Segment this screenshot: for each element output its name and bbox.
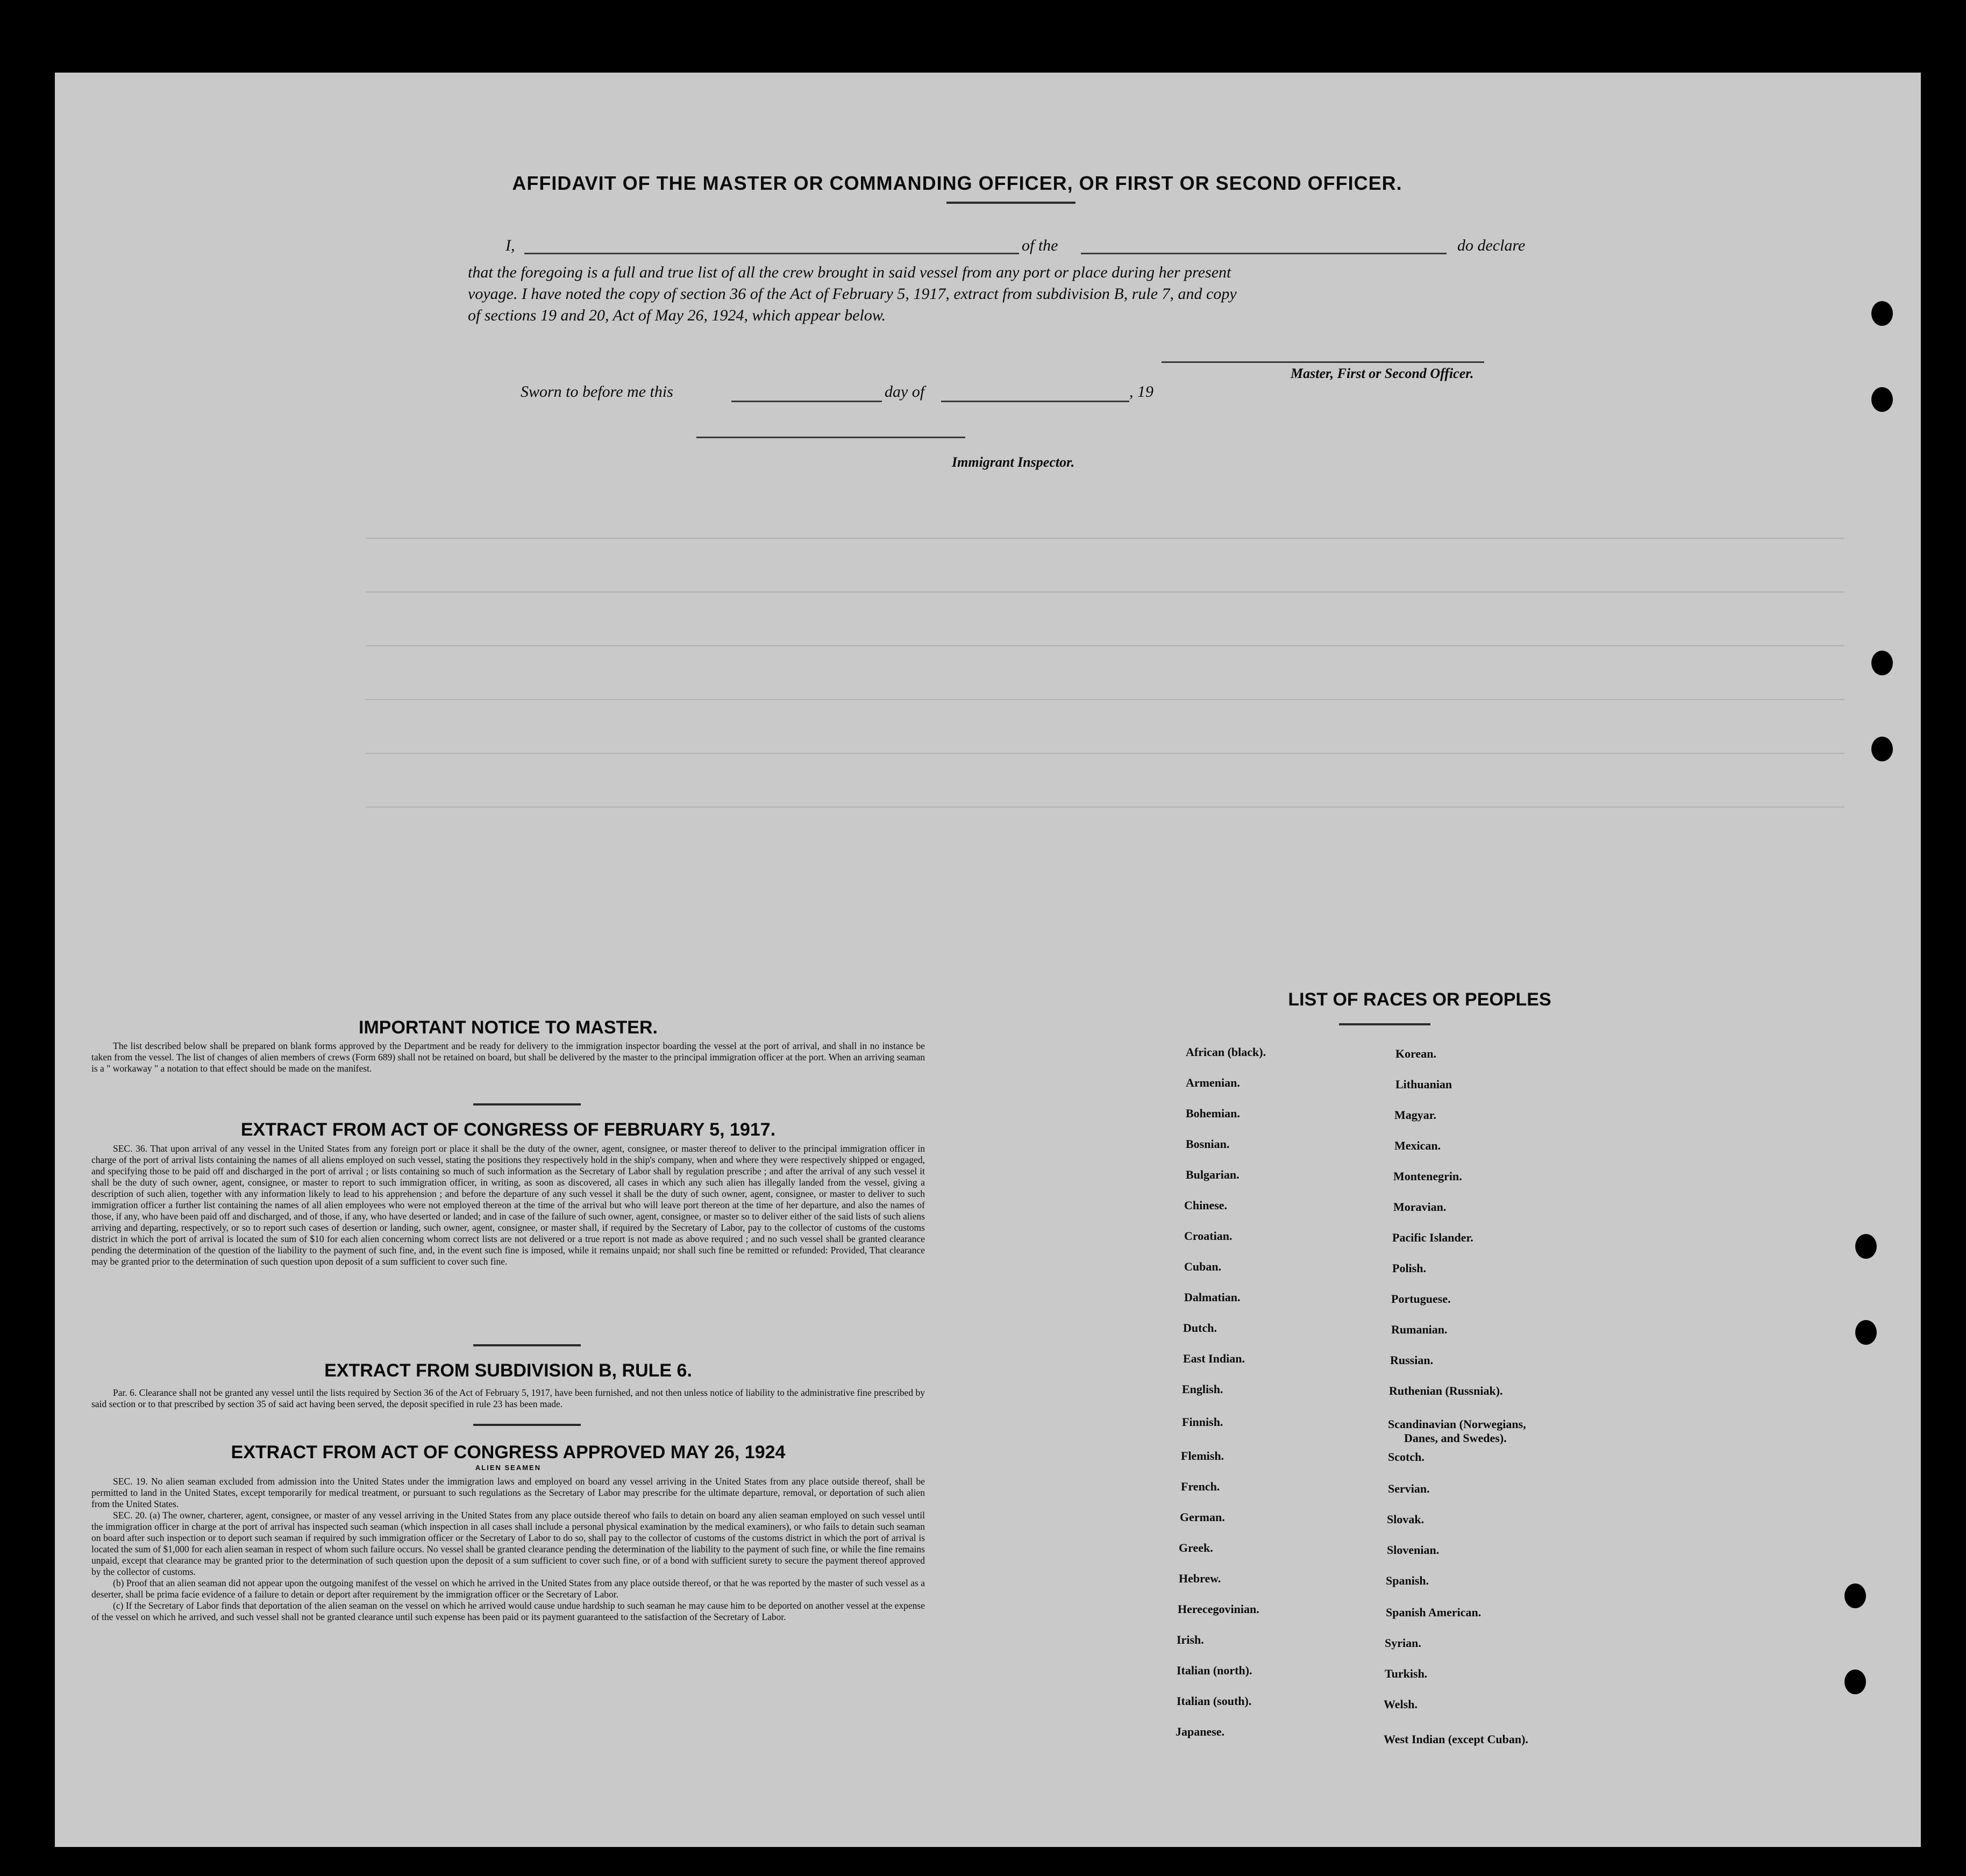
sworn-year: , 19 bbox=[1129, 383, 1153, 401]
notice-text: The list described below shall be prepared on blank forms approved by the Department and be ready for delivery to the immigration inspector boarding the vessel at the port of arrival, and shall in no instance be taken from the vessel. The list of changes of alien members of crews (Form 689) shall not be retained on board, but shall be delivered by the master to the principal immigration officer at the port. When an arriving seaman is a " workaway " a notation to that effect should be made on the manifest. bbox=[91, 1040, 925, 1074]
race-right-9: Rumanian. bbox=[1391, 1323, 1448, 1336]
sec-20c-text: (c) If the Secretary of Labor finds that deportation of the alien seaman on the vessel on which he arrived would cause undue hardship to such seaman he may cause him to be deported on another vessel at the expense of the vessel on which he arrived, and such vessel shall not be granted clearance until such expense has been paid or its payment guaranteed to the satisfaction of the Secretary of Labor. bbox=[91, 1600, 925, 1622]
race-right-12-cont: Danes, and Swedes). bbox=[1404, 1431, 1507, 1445]
race-right-16: Slovenian. bbox=[1387, 1543, 1440, 1557]
races-title: LIST OF RACES OR PEOPLES bbox=[1288, 989, 1551, 1010]
race-right-6: Pacific Islander. bbox=[1392, 1231, 1473, 1244]
sworn-day-blank[interactable] bbox=[731, 401, 882, 402]
race-right-15: Slovak. bbox=[1387, 1513, 1424, 1526]
race-right-0: Korean. bbox=[1395, 1047, 1436, 1060]
inspector-label: Immigrant Inspector. bbox=[952, 454, 1075, 470]
master-signature-label: Master, First or Second Officer. bbox=[1291, 366, 1474, 381]
punch-hole bbox=[1844, 1670, 1866, 1694]
affidavit-text-3: of sections 19 and 20, Act of May 26, 1924, which appear below. bbox=[468, 306, 886, 324]
notice-title: IMPORTANT NOTICE TO MASTER. bbox=[359, 1017, 658, 1038]
vessel-blank[interactable] bbox=[1081, 253, 1447, 254]
race-right-1: Lithuanian bbox=[1395, 1078, 1452, 1091]
divider bbox=[473, 1424, 581, 1426]
master-signature-line[interactable] bbox=[1162, 361, 1484, 363]
punch-hole bbox=[1871, 737, 1893, 761]
race-left-20: Italian (north). bbox=[1177, 1664, 1252, 1677]
race-left-6: Croatian. bbox=[1184, 1229, 1233, 1243]
race-left-14: French. bbox=[1181, 1480, 1220, 1493]
race-left-21: Italian (south). bbox=[1177, 1694, 1252, 1708]
race-left-13: Flemish. bbox=[1181, 1449, 1224, 1463]
sec-20a-text: SEC. 20. (a) The owner, charterer, agent, consignee, or master of any vessel arriving in the United States from any place outside thereof who fails to detain on board any alien seaman employed on such vessel until the immigration officer in charge at the port of arrival has inspected such seaman (which inspection in all cases shall include a personal physical examination by the medical examiners), or who fails to detain such seaman on board after such inspection or to deport such seaman if required by such immigration officer or the Secretary of Labor to do so, shall pay to the collector of customs of the customs district in which the port of arrival is located the sum of $1,000 for each alien seaman in respect of whom such failure occurs. No vessel shall be granted clearance pending the determination of the liability to the payment of such fine, or while the fine remains unpaid, except that clearance may be granted prior to the determination of such question upon the deposit of a sum sufficient to cover such fine, or of a bond with sufficient surety to secure the payment thereof approved by the collector of customs. bbox=[91, 1510, 925, 1577]
extract-1917-title: EXTRACT FROM ACT OF CONGRESS OF FEBRUARY 5, 1917. bbox=[240, 1119, 776, 1140]
race-left-2: Bohemian. bbox=[1186, 1107, 1240, 1120]
race-left-22: Japanese. bbox=[1176, 1725, 1225, 1738]
affidavit-title: AFFIDAVIT OF THE MASTER OR COMMANDING OFFICER, OR FIRST OR SECOND OFFICER. bbox=[512, 172, 1402, 194]
race-left-5: Chinese. bbox=[1184, 1199, 1228, 1212]
affidavit-text-1: that the foregoing is a full and true list of all the crew brought in said vessel from any port or place during her present bbox=[468, 263, 1231, 281]
race-right-22: West Indian (except Cuban). bbox=[1384, 1732, 1528, 1746]
divider bbox=[473, 1344, 581, 1346]
race-left-4: Bulgarian. bbox=[1186, 1168, 1240, 1181]
extract-1917-body bbox=[91, 1143, 925, 1267]
race-right-19: Syrian. bbox=[1385, 1636, 1421, 1650]
race-right-18: Spanish American. bbox=[1386, 1606, 1481, 1619]
inspector-signature-line[interactable] bbox=[696, 437, 965, 438]
extract-1924-title: EXTRACT FROM ACT OF CONGRESS APPROVED MAY 26, 1924 bbox=[231, 1442, 786, 1463]
race-left-11: English. bbox=[1182, 1382, 1223, 1396]
race-right-11: Ruthenian (Russniak). bbox=[1389, 1384, 1503, 1397]
subdivision-b-body bbox=[91, 1387, 925, 1410]
sec-19-text: SEC. 19. No alien seaman excluded from admission into the United States under the immigration laws and employed on board any vessel arriving in the United States from any place outside thereof, shall be permitted to land in the United States, except temporarily for medical treatment, or pursuant to such regulations as the Secretary of Labor may prescribe for the ultimate departure, removal, or deportation of such alien from the United States. bbox=[91, 1476, 925, 1509]
affidavit-text-2: voyage. I have noted the copy of section 36 of the Act of February 5, 1917, extract from subdivision B, rule 7, and copy bbox=[468, 285, 1237, 303]
punch-hole bbox=[1855, 1320, 1877, 1345]
race-right-4: Montenegrin. bbox=[1393, 1169, 1462, 1183]
race-left-7: Cuban. bbox=[1184, 1260, 1222, 1273]
extract-1924-body bbox=[91, 1476, 925, 1623]
race-left-0: African (black). bbox=[1186, 1045, 1266, 1059]
race-left-9: Dutch. bbox=[1183, 1321, 1217, 1335]
divider bbox=[1339, 1023, 1430, 1025]
race-right-20: Turkish. bbox=[1385, 1667, 1428, 1680]
bleed-through-line bbox=[366, 807, 1844, 808]
bleed-through-line bbox=[366, 591, 1844, 593]
affidavit-declare: do declare bbox=[1457, 237, 1526, 254]
race-left-3: Bosnian. bbox=[1186, 1137, 1230, 1151]
race-left-16: Greek. bbox=[1179, 1541, 1213, 1554]
sworn-month-blank[interactable] bbox=[941, 401, 1129, 402]
race-left-19: Irish. bbox=[1177, 1633, 1204, 1646]
sworn-text: Sworn to before me this bbox=[521, 383, 673, 401]
subdivision-b-title: EXTRACT FROM SUBDIVISION B, RULE 6. bbox=[324, 1360, 692, 1381]
race-right-2: Magyar. bbox=[1394, 1108, 1437, 1122]
race-left-15: German. bbox=[1180, 1510, 1225, 1524]
race-right-12: Scandinavian (Norwegians, bbox=[1388, 1417, 1526, 1431]
race-right-13: Scotch. bbox=[1388, 1450, 1424, 1464]
race-left-8: Dalmatian. bbox=[1184, 1290, 1241, 1304]
bleed-through-line bbox=[366, 645, 1844, 646]
race-right-21: Welsh. bbox=[1384, 1697, 1417, 1711]
race-left-18: Herecegovinian. bbox=[1178, 1602, 1259, 1616]
sec-20b-text: (b) Proof that an alien seaman did not appear upon the outgoing manifest of the vessel on which he arrived in the United States from any place outside thereof, or that he was reported by the master of such vessel as a deserter, shall be prima facie evidence of a failure to detain or deport after requirement by the immigration officer or the Secretary of Labor. bbox=[91, 1578, 925, 1600]
par-6-text: Par. 6. Clearance shall not be granted any vessel until the lists required by Section 36 of the Act of February 5, 1917, have been furnished, and not then unless notice of liability to the administrative fine prescribed by said section or to that prescribed by section 35 of said act having been served, the deposit specified in rule 23 has been made. bbox=[91, 1387, 925, 1409]
bleed-through-line bbox=[366, 753, 1844, 754]
race-right-10: Russian. bbox=[1390, 1353, 1434, 1367]
race-right-5: Moravian. bbox=[1393, 1200, 1447, 1214]
sworn-day-of: day of bbox=[885, 383, 925, 401]
alien-seamen-subtitle: ALIEN SEAMEN bbox=[475, 1464, 542, 1472]
race-left-10: East Indian. bbox=[1183, 1352, 1245, 1365]
affidavit-of-the: of the bbox=[1022, 237, 1058, 254]
punch-hole bbox=[1855, 1234, 1877, 1259]
sec-36-text: SEC. 36. That upon arrival of any vessel in the United States from any foreign port or place it shall be the duty of the owner, agent, consignee, or master thereof to deliver to the principal immigration officer in charge of the port of arrival lists containing the names of all aliens employed on such vessel, stating the positions they respectively hold in the ship's company, when and where they were respectively shipped or engaged, and specifying those to be paid off and discharged in the port of arrival ; or lists containing so much of such information as the Secretary of Labor shall by regulation prescribe ; and after the arrival of any such vessel it shall be the duty of such owner, agent, consignee, or master to report to such immigration officer, in writing, as soon as discovered, all cases in which any such alien has illegally landed from the vessel, giving a description of such alien, together with any information likely to lead to his apprehension ; and before the departure of any such vessel it shall be the duty of such owner, agent, consignee, or master to deliver to such immigration officer a further list containing the names of all alien employees who were not employed thereon at the time of the arrival but who will leave port thereon at the time of her departure, and also the names of those, if any, who have been paid off and discharged, and of those, if any, who have deserted or landed; and in case of the failure of such owner, agent, consignee, or master so to deliver either of the said lists of such aliens arriving and departing, respectively, or so to report such cases of desertion or landing, such owner, agent, consignee, or master shall, if required by the Secretary of Labor, pay to the collector of customs of the customs district in which the port of arrival is located the sum of $10 for each alien concerning whom correct lists are not delivered or a true report is not made as above required ; and no such vessel shall be granted clearance pending the determination of the question of the liability to the payment of such fine, and, in the event such fine is imposed, while it remains unpaid; nor shall such fine be remitted or refunded: Provided, That clearance may be granted prior to the determination of such question upon deposit of a sum sufficient to cover such fine. bbox=[91, 1143, 925, 1267]
punch-hole bbox=[1844, 1583, 1866, 1608]
race-left-17: Hebrew. bbox=[1179, 1572, 1221, 1585]
race-left-1: Armenian. bbox=[1186, 1076, 1240, 1089]
punch-hole bbox=[1871, 301, 1893, 326]
punch-hole bbox=[1871, 387, 1893, 412]
race-right-8: Portuguese. bbox=[1391, 1292, 1451, 1306]
bleed-through-line bbox=[366, 699, 1844, 700]
bleed-through-line bbox=[366, 538, 1844, 539]
race-left-12: Finnish. bbox=[1182, 1415, 1223, 1429]
notice-body bbox=[91, 1040, 925, 1074]
race-right-14: Servian. bbox=[1388, 1482, 1430, 1495]
name-blank[interactable] bbox=[524, 253, 1019, 254]
race-right-3: Mexican. bbox=[1394, 1139, 1441, 1152]
punch-hole bbox=[1871, 651, 1893, 675]
divider bbox=[946, 202, 1075, 204]
race-right-17: Spanish. bbox=[1386, 1574, 1429, 1587]
race-right-7: Polish. bbox=[1392, 1261, 1426, 1275]
divider bbox=[473, 1103, 581, 1105]
affidavit-i: I, bbox=[505, 237, 515, 254]
